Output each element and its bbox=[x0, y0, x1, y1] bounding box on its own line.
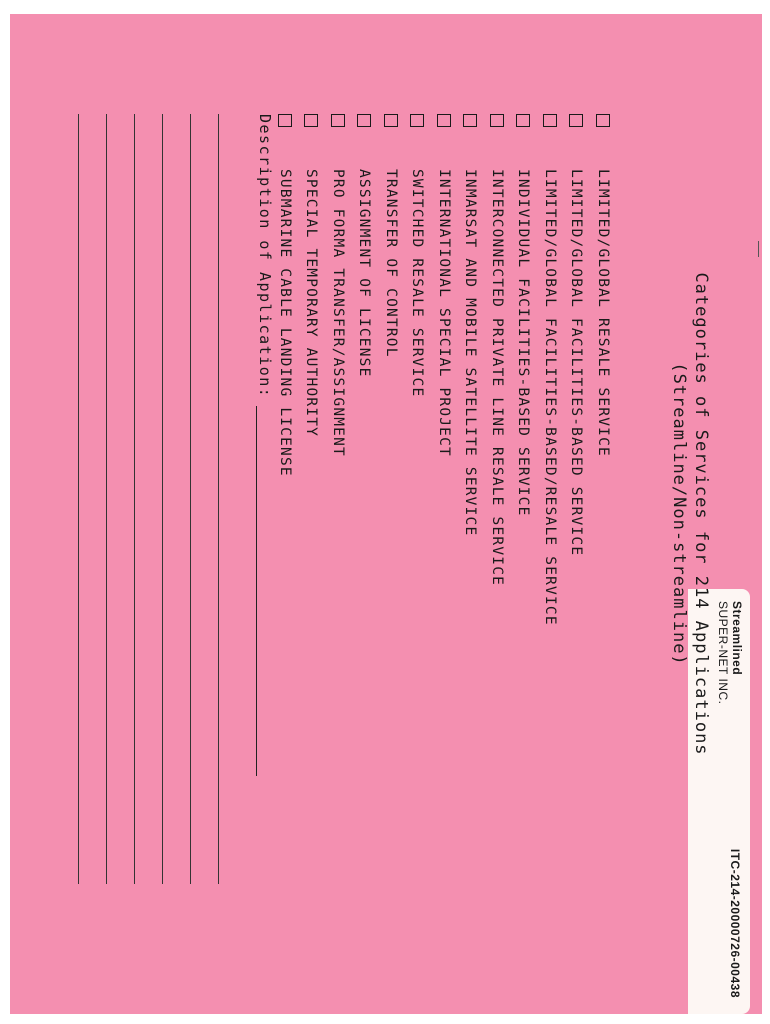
form-title bbox=[668, 14, 712, 1014]
service-option[interactable] bbox=[510, 114, 537, 626]
description-line[interactable] bbox=[106, 114, 134, 884]
checkbox[interactable] bbox=[384, 114, 398, 127]
checkbox[interactable] bbox=[543, 114, 557, 127]
service-option[interactable] bbox=[590, 114, 617, 626]
service-option-label: SUBMARINE CABLE LANDING LICENSE bbox=[276, 169, 293, 477]
rotated-form-content bbox=[10, 14, 762, 1014]
service-option-label: INMARSAT AND MOBILE SATELLITE SERVICE bbox=[462, 169, 479, 537]
service-option-label: LIMITED/GLOBAL FACILITIES-BASED SERVICE bbox=[568, 169, 585, 557]
checkbox[interactable] bbox=[410, 114, 424, 127]
checkbox[interactable] bbox=[596, 114, 610, 127]
service-option-label: LIMITED/GLOBAL RESALE SERVICE bbox=[594, 169, 611, 457]
sticker-company: SUPER-NET INC. bbox=[716, 601, 730, 705]
sticker-status: Streamlined bbox=[730, 601, 744, 676]
service-option-label: SWITCHED RESALE SERVICE bbox=[409, 169, 426, 398]
checkbox[interactable] bbox=[331, 114, 345, 127]
sticker-file-number: ITC-214-20000726-00438 bbox=[728, 848, 742, 998]
service-option-label: LIMITED/GLOBAL FACILITIES-BASED/RESALE SERVICE bbox=[541, 169, 558, 626]
description-line[interactable] bbox=[218, 114, 246, 884]
service-option[interactable] bbox=[272, 114, 299, 626]
service-option-label: PRO FORMA TRANSFER/ASSIGNMENT bbox=[329, 169, 346, 457]
service-option-label: ASSIGNMENT OF LICENSE bbox=[356, 169, 373, 378]
form-title-line2: (Streamline/Non-streamline) bbox=[669, 362, 689, 666]
description-line[interactable] bbox=[190, 114, 218, 884]
service-option-label: SPECIAL TEMPORARY AUTHORITY bbox=[303, 169, 320, 438]
service-option[interactable] bbox=[298, 114, 325, 626]
service-category-list bbox=[272, 114, 617, 626]
service-option[interactable] bbox=[404, 114, 431, 626]
description-line[interactable] bbox=[134, 114, 162, 884]
service-option[interactable] bbox=[484, 114, 511, 626]
description-line[interactable] bbox=[162, 114, 190, 884]
checkbox[interactable] bbox=[304, 114, 318, 127]
service-option[interactable] bbox=[537, 114, 564, 626]
checkbox[interactable] bbox=[278, 114, 292, 127]
service-option-label: INTERNATIONAL SPECIAL PROJECT bbox=[435, 169, 452, 457]
form-title-line1: Categories of Services for 214 Applications bbox=[691, 272, 711, 756]
checkbox[interactable] bbox=[357, 114, 371, 127]
service-option-label: TRANSFER OF CONTROL bbox=[382, 169, 399, 358]
description-line[interactable] bbox=[78, 114, 106, 884]
checkbox[interactable] bbox=[516, 114, 530, 127]
service-option[interactable] bbox=[563, 114, 590, 626]
service-option[interactable] bbox=[325, 114, 352, 626]
service-option[interactable] bbox=[378, 114, 405, 626]
description-first-line[interactable] bbox=[256, 406, 258, 776]
checkbox[interactable] bbox=[569, 114, 583, 127]
service-option-label: INDIVIDUAL FACILITIES-BASED SERVICE bbox=[515, 169, 532, 517]
hole-punch-mark bbox=[758, 241, 759, 257]
description-label: Description of Application: bbox=[256, 114, 274, 399]
service-option-label: INTERCONNECTED PRIVATE LINE RESALE SERVICE bbox=[488, 169, 505, 587]
checkbox[interactable] bbox=[490, 114, 504, 127]
service-option[interactable] bbox=[457, 114, 484, 626]
checkbox[interactable] bbox=[463, 114, 477, 127]
description-lines bbox=[78, 114, 246, 884]
pink-form-sheet bbox=[10, 14, 762, 1014]
service-option[interactable] bbox=[351, 114, 378, 626]
checkbox[interactable] bbox=[437, 114, 451, 127]
description-row bbox=[256, 114, 274, 776]
service-option[interactable] bbox=[431, 114, 458, 626]
